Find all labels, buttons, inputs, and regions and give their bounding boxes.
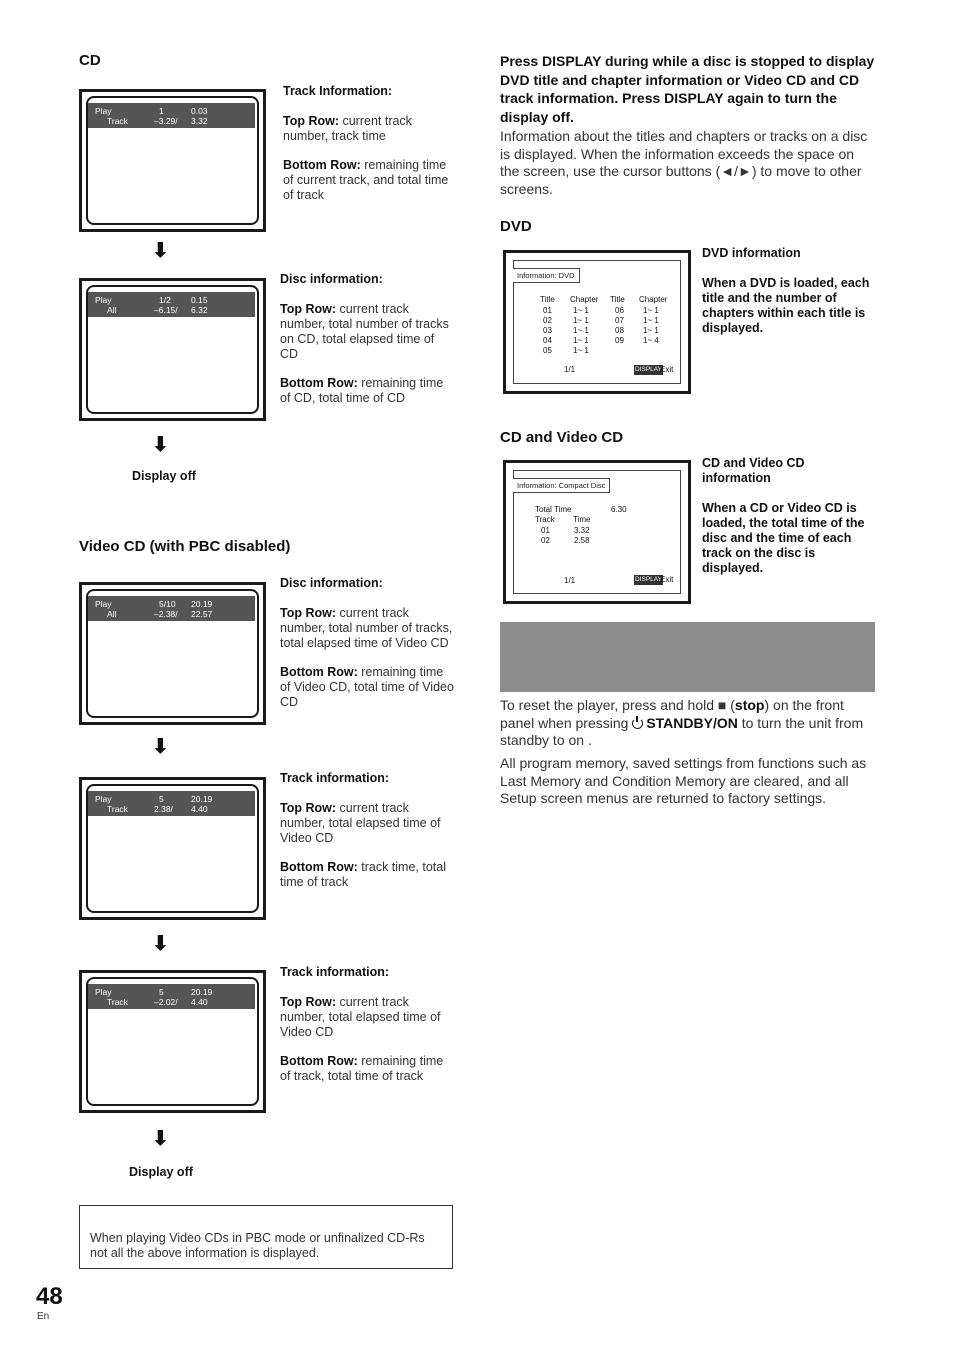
page-indicator: 1/1 <box>564 576 576 585</box>
down-arrow-icon: ⬇ <box>152 933 169 955</box>
display-button-label: DISPLAY <box>635 366 662 373</box>
down-arrow-icon: ⬇ <box>152 736 169 758</box>
down-arrow-icon: ⬇ <box>152 1128 169 1150</box>
page-indicator: 1/1 <box>564 365 576 374</box>
cd-info-screen: Information: Compact Disc Total Time 6.30 Track Time 01 02 3.32 2.58 1/1 DISPLAY Exit <box>503 460 691 604</box>
cd-heading: CD <box>79 52 101 69</box>
note-box <box>79 1205 453 1269</box>
vcd-track-remaining-screen <box>79 970 266 1113</box>
osd-bar: Play Track 5 –2.02/ 20.19 4.40 <box>88 984 255 1009</box>
exit-label: Exit <box>660 365 674 374</box>
info-tab: Information: Compact Disc <box>513 478 610 493</box>
intro-instruction: Press DISPLAY during while a disc is stopped to display DVD title and chapter information or Video CD and CD track information. Press DISPLAY again to turn the display off. <box>500 53 875 125</box>
time-column: 3.32 2.58 <box>574 526 590 545</box>
exit-label: Exit <box>660 575 674 584</box>
display-off-label: Display off <box>132 469 196 483</box>
intro-text: Information about the titles and chapters or tracks on a disc is displayed. When the information exceeds the space on the screen, use the cursor buttons (◄/►) to move to other screens. <box>500 128 868 197</box>
vcd-disc-screen <box>79 582 266 725</box>
dvd-info-description: DVD information When a DVD is loaded, each title and the number of chapters within each title is displayed. <box>702 246 870 335</box>
osd-bar: Play Track 5 2.38/ 20.19 4.40 <box>88 791 255 816</box>
osd-bar: Play All 5/10 –2.38/ 20.19 22.57 <box>88 596 255 621</box>
cd-disc-description: Disc information: Top Row: current track number, total number of tracks on CD, total elapsed time of CD Bottom Row: remaining time of CD, total time of CD <box>280 272 449 405</box>
vcd-track-remaining-description: Track information: Top Row: current track number, total elapsed time of Video CD Bottom Row: remaining time of track, total time of track <box>280 965 444 1083</box>
reset-details: All program memory, saved settings from functions such as Last Memory and Condition Memory are cleared, and all Setup screen menus are returned to factory settings. <box>500 755 867 806</box>
vcd-track-description: Track information: Top Row: current track number, total elapsed time of Video CD Bottom Row: track time, total time of track <box>280 771 446 889</box>
page-number: 48 <box>36 1283 63 1310</box>
vcd-track-screen <box>79 777 266 920</box>
dvd-title-column: 01 02 03 04 05 <box>543 306 552 355</box>
osd-bar: Play Track 1 –3.29/ 0.03 3.32 <box>88 103 255 128</box>
note-text: When playing Video CDs in PBC mode or unfinalized CD-Rs not all the above information is displayed. <box>90 1231 425 1260</box>
display-button-label: DISPLAY <box>635 576 662 583</box>
dvd-title-column-2: 06 07 08 09 <box>615 306 624 345</box>
reset-instruction: To reset the player, press and hold ■ (stop) on the front panel when pressing STANDBY/ON to turn the unit from standby to on . <box>500 697 864 748</box>
cd-track-screen <box>79 89 266 232</box>
dvd-heading: DVD <box>500 218 532 235</box>
vcd-heading: Video CD (with PBC disabled) <box>79 538 291 555</box>
down-arrow-icon: ⬇ <box>152 434 169 456</box>
osd-bar: Play All 1/2 –6.15/ 0.15 6.32 <box>88 292 255 317</box>
info-tab: Information: DVD <box>513 268 580 283</box>
cd-track-description: Track Information: Top Row: current track number, track time Bottom Row: remaining time of current track, and total time of track <box>283 84 449 202</box>
cd-video-cd-heading: CD and Video CD <box>500 429 624 446</box>
dvd-info-screen: Information: DVD Title Chapter Title Chapter 01 02 03 04 05 1~ 1 1~ 1 1~ 1 1~ 1 1~ 1 06 07 08 09 1~ 1 1~ 1 1~ 1 1~ 4 1/1 DISPLAY Exit <box>503 250 691 394</box>
section-banner <box>500 622 875 692</box>
dvd-chapter-column-2: 1~ 1 1~ 1 1~ 1 1~ 4 <box>643 306 659 345</box>
vcd-disc-description: Disc information: Top Row: current track number, total number of tracks, total elapsed time of Video CD Bottom Row: remaining time of Video CD, total time of Video CD <box>280 576 454 709</box>
power-icon <box>632 718 643 729</box>
dvd-chapter-column: 1~ 1 1~ 1 1~ 1 1~ 1 1~ 1 <box>573 306 589 355</box>
cd-disc-screen <box>79 278 266 421</box>
language-code: En <box>37 1311 50 1322</box>
track-column: 01 02 <box>541 526 550 545</box>
down-arrow-icon: ⬇ <box>152 240 169 262</box>
display-off-label: Display off <box>129 1165 193 1179</box>
cd-info-description: CD and Video CD information When a CD or Video CD is loaded, the total time of the disc and the time of each track on the disc is displayed. <box>702 456 865 575</box>
